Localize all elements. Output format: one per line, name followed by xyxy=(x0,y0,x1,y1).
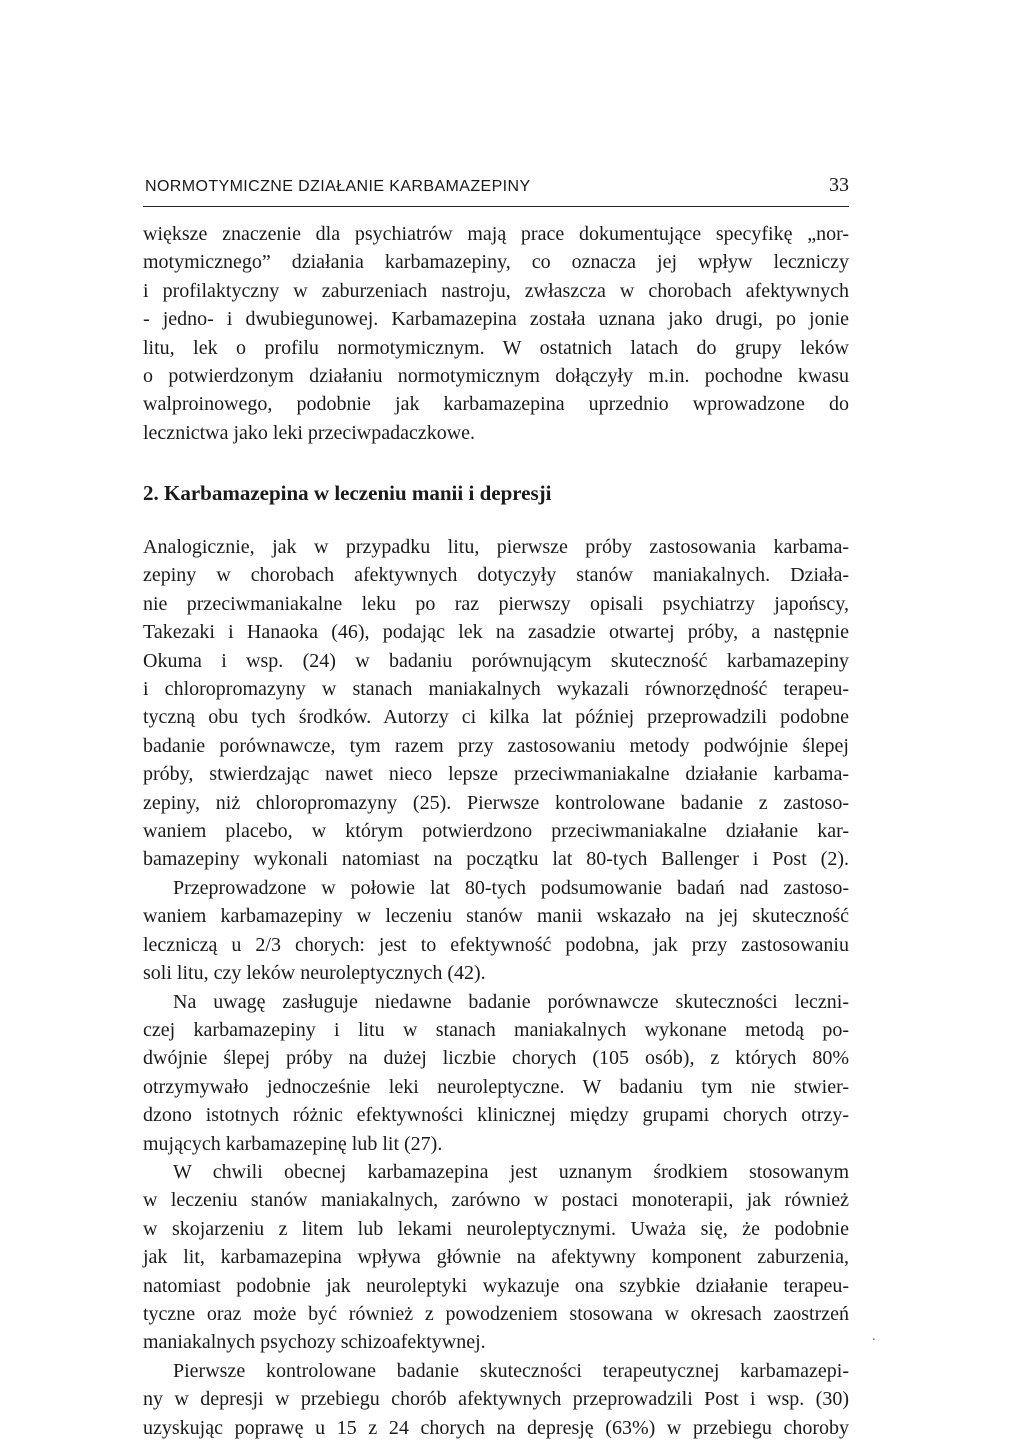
text-line: o potwierdzonym działaniu normotymicznym dołączyły m.in. pochodne kwasu xyxy=(143,365,849,388)
text-line: większe znaczenie dla psychiatrów mają prace dokumentujące specyfikę „nor- xyxy=(143,223,849,245)
text-line: Analogicznie, jak w przypadku litu, pierwsze próby zastosowania karbama- xyxy=(143,536,849,558)
text-line: czej karbamazepiny i litu w stanach maniakalnych wykonane metodą po- xyxy=(143,1018,849,1041)
text-line: lecznictwa jako leki przeciwpadaczkowe. xyxy=(143,421,476,444)
text-line: natomiast podobnie jak neuroleptyki wykazuje ona szybkie działanie terapeu- xyxy=(143,1274,849,1297)
text-line: badanie porównawcze, tym razem przy zastosowaniu metody podwójnie ślepej xyxy=(143,734,849,757)
text-line: - jedno- i dwubiegunowej. Karbamazepina została uznana jako drugi, po jonie xyxy=(143,308,849,331)
text-line: maniakalnych psychozy schizoafektywnej. xyxy=(143,1331,486,1354)
text-line: zepiny w chorobach afektywnych dotyczyły stanów maniakalnych. Działa- xyxy=(143,564,849,587)
page-number: 33 xyxy=(829,174,849,196)
text-line: leczniczą u 2/3 chorych: jest to efektywność podobna, jak przy zastosowaniu xyxy=(143,933,849,956)
running-title: NORMOTYMICZNE DZIAŁANIE KARBAMAZEPINY xyxy=(145,178,531,195)
text-line: i profilaktyczny w zaburzeniach nastroju, zwłaszcza w chorobach afektywnych xyxy=(143,279,849,302)
text-line: waniem placebo, w którym potwierdzono przeciwmaniakalne działanie kar- xyxy=(143,820,849,843)
text-line: Przeprowadzone w połowie lat 80-tych podsumowanie badań nad zastoso- xyxy=(173,876,849,899)
text-line: otrzymywało jednocześnie leki neuroleptyczne. W badaniu tym nie stwier- xyxy=(143,1075,849,1098)
text-line: tyczne oraz może być również z powodzeniem stosowana w okresach zaostrzeń xyxy=(143,1302,849,1325)
text-line: jak lit, karbamazepina wpływa głównie na afektywny komponent zaburzenia, xyxy=(143,1246,849,1269)
intro-paragraph xyxy=(143,220,849,447)
text-line: ny w depresji w przebiegu chorób afektywnych przeprowadzili Post i wsp. (30) xyxy=(143,1388,849,1411)
text-line: bamazepiny wykonali natomiast na początku lat 80-tych Ballenger i Post (2). xyxy=(143,848,849,871)
text-line: i chloropromazyny w stanach maniakalnych wykazali równorzędność terapeu- xyxy=(143,678,849,701)
text-line: Na uwagę zasługuje niedawne badanie porównawcze skuteczności leczni- xyxy=(173,990,849,1013)
text-line: zepiny, niż chloropromazyny (25). Pierwsze kontrolowane badanie z zastoso- xyxy=(143,791,849,814)
text-line: nie przeciwmaniakalne leku po raz pierwszy opisali psychiatrzy japońscy, xyxy=(143,592,849,615)
text-line: litu, lek o profilu normotymicznym. W ostatnich latach do grupy leków xyxy=(143,336,849,359)
text-line: walproinowego, podobnie jak karbamazepina uprzednio wprowadzone do xyxy=(143,393,849,416)
text-line: waniem karbamazepiny w leczeniu stanów manii wskazało na jej skuteczność xyxy=(143,905,849,928)
running-header xyxy=(143,172,849,207)
text-line: w leczeniu stanów maniakalnych, zarówno w postaci monoterapii, jak również xyxy=(143,1189,849,1212)
text-line: W chwili obecnej karbamazepina jest uznanym środkiem stosowanym xyxy=(173,1160,849,1183)
text-line: dzono istotnych różnic efektywności klinicznej między grupami chorych otrzy- xyxy=(143,1104,849,1127)
text-line: motymicznego” działania karbamazepiny, co oznacza jej wpływ leczniczy xyxy=(143,251,849,274)
section-heading: 2. Karbamazepina w leczeniu manii i depresji xyxy=(143,481,552,505)
text-line: dwójnie ślepej próby na dużej liczbie chorych (105 osób), z których 80% xyxy=(143,1047,849,1070)
text-line: Takezaki i Hanaoka (46), podając lek na zasadzie otwartej próby, a następnie xyxy=(143,621,849,644)
text-line: próby, stwierdzając nawet nieco lepsze przeciwmaniakalne działanie karbama- xyxy=(143,763,849,786)
text-line: uzyskując poprawę u 15 z 24 chorych na depresję (63%) w przebiegu choroby xyxy=(143,1416,849,1439)
section-body xyxy=(143,533,849,1442)
text-line: w skojarzeniu z litem lub lekami neuroleptycznymi. Uważa się, że podobnie xyxy=(143,1217,849,1240)
text-line: soli litu, czy leków neuroleptycznych (42). xyxy=(143,962,486,985)
text-line: Okuma i wsp. (24) w badaniu porównującym skuteczność karbamazepiny xyxy=(143,649,849,672)
margin-mark: . xyxy=(872,1329,876,1344)
text-line: Pierwsze kontrolowane badanie skuteczności terapeutycznej karbamazepi- xyxy=(173,1359,849,1382)
text-line: mujących karbamazepinę lub lit (27). xyxy=(143,1132,443,1155)
text-line: tyczną obu tych środków. Autorzy ci kilka lat później przeprowadzili podobne xyxy=(143,706,849,729)
